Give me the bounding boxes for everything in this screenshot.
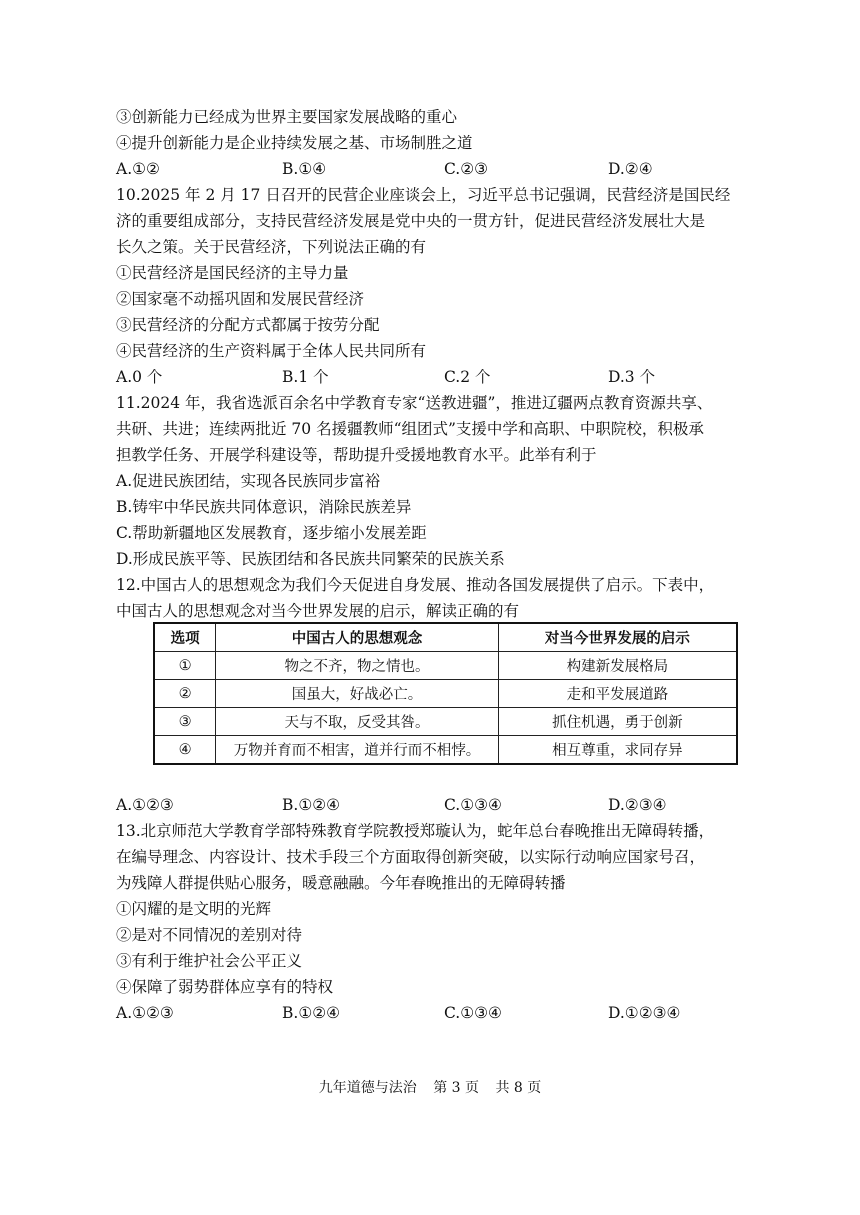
table-row <box>154 736 737 765</box>
row-number: ② <box>154 680 216 708</box>
q9-item-3: ③创新能力已经成为世界主要国家发展战略的重心 <box>116 108 458 126</box>
q13-stem-line-3: 为残障人群提供贴心服务，暖意融融。今年春晚推出的无障碍转播 <box>116 874 566 892</box>
q12-option-c: C.①③④ <box>444 796 502 814</box>
q10-item-2: ②国家毫不动摇巩固和发展民营经济 <box>116 290 365 308</box>
q13-stem-line-1: 13.北京师范大学教育学部特殊教育学院教授郑璇认为，蛇年总台春晚推出无障碍转播， <box>116 822 715 840</box>
q9-option-c: C.②③ <box>444 160 489 178</box>
q12-stem-line-2: 中国古人的思想观念对当今世界发展的启示，解读正确的有 <box>116 602 520 620</box>
q11-stem-line-3: 担教学任务、开展学科建设等，帮助提升受援地教育水平。此举有利于 <box>116 446 597 464</box>
q10-stem-line-3: 长久之策。关于民营经济，下列说法正确的有 <box>116 238 427 256</box>
footer-total-pages: 共 8 页 <box>495 1080 542 1096</box>
inspiration-cell: 走和平发展道路 <box>498 680 737 708</box>
q12-header-ancient-thought: 中国古人的思想观念 <box>216 623 499 652</box>
q13-item-2: ②是对不同情况的差别对待 <box>116 926 303 944</box>
table-row <box>154 652 737 680</box>
q13-item-3: ③有利于维护社会公平正义 <box>116 952 303 970</box>
q13-item-1: ①闪耀的是文明的光辉 <box>116 900 272 918</box>
q12-table <box>153 622 738 765</box>
q12-table-header-row <box>154 623 737 652</box>
q12-header-option: 选项 <box>154 623 216 652</box>
q10-item-1: ①民营经济是国民经济的主导力量 <box>116 264 349 282</box>
q12-option-a: A.①②③ <box>116 796 174 814</box>
q10-stem-line-2: 济的重要组成部分，支持民营经济发展是党中央的一贯方针，促进民营经济发展壮大是 <box>116 212 706 230</box>
table-row <box>154 680 737 708</box>
row-number: ④ <box>154 736 216 765</box>
q12-header-inspiration: 对当今世界发展的启示 <box>498 623 737 652</box>
q9-option-a: A.①② <box>116 160 160 178</box>
q11-stem-line-1: 11.2024 年，我省选派百余名中学教育专家“送教进疆”，推进辽疆两点教育资源共享、 <box>116 394 713 412</box>
q9-option-b: B.①④ <box>282 160 327 178</box>
q13-option-c: C.①③④ <box>444 1004 502 1022</box>
ancient-thought-cell: 国虽大，好战必亡。 <box>216 680 499 708</box>
table-row <box>154 708 737 736</box>
q10-item-3: ③民营经济的分配方式都属于按劳分配 <box>116 316 380 334</box>
q10-option-c: C.2 个 <box>444 368 491 386</box>
q11-choice-a: A.促进民族团结，实现各民族同步富裕 <box>116 472 381 490</box>
inspiration-cell: 相互尊重，求同存异 <box>498 736 737 765</box>
q10-stem-line-1: 10.2025 年 2 月 17 日召开的民营企业座谈会上，习近平总书记强调，民营经济是国民经 <box>116 186 731 204</box>
inspiration-cell: 抓住机遇，勇于创新 <box>498 708 737 736</box>
q12-stem-line-1: 12.中国古人的思想观念为我们今天促进自身发展、推动各国发展提供了启示。下表中， <box>116 576 715 594</box>
q13-stem-line-2: 在编导理念、内容设计、技术手段三个方面取得创新突破，以实际行动响应国家号召， <box>116 848 706 866</box>
q11-stem-line-2: 共研、共进；连续两批近 70 名援疆教师“组团式”支援中学和高职、中职院校，积极承 <box>116 420 704 438</box>
q12-option-b: B.①②④ <box>282 796 341 814</box>
row-number: ① <box>154 652 216 680</box>
q9-option-d: D.②④ <box>608 160 653 178</box>
footer-page-number: 第 3 页 <box>433 1080 479 1096</box>
inspiration-cell: 构建新发展格局 <box>498 652 737 680</box>
row-number: ③ <box>154 708 216 736</box>
q13-option-d: D.①②③④ <box>608 1004 681 1022</box>
q13-options <box>116 1000 816 1026</box>
q12-option-d: D.②③④ <box>608 796 667 814</box>
q10-option-b: B.1 个 <box>282 368 329 386</box>
q13-item-4: ④保障了弱势群体应享有的特权 <box>116 978 334 996</box>
q13-option-a: A.①②③ <box>116 1004 174 1022</box>
footer-subject: 九年道德与法治 <box>318 1080 417 1096</box>
ancient-thought-cell: 天与不取，反受其咎。 <box>216 708 499 736</box>
q10-option-d: D.3 个 <box>608 368 656 386</box>
q11-choice-b: B.铸牢中华民族共同体意识，消除民族差异 <box>116 498 412 516</box>
ancient-thought-cell: 物之不齐，物之情也。 <box>216 652 499 680</box>
q11-choice-d: D.形成民族平等、民族团结和各民族共同繁荣的民族关系 <box>116 550 505 568</box>
q12-options <box>116 792 816 818</box>
q13-option-b: B.①②④ <box>282 1004 341 1022</box>
ancient-thought-cell: 万物并育而不相害，道并行而不相悖。 <box>216 736 499 765</box>
q10-options <box>116 364 816 390</box>
q10-option-a: A.0 个 <box>116 368 163 386</box>
q9-options <box>116 156 816 182</box>
q9-item-4: ④提升创新能力是企业持续发展之基、市场制胜之道 <box>116 134 473 152</box>
q10-item-4: ④民营经济的生产资料属于全体人民共同所有 <box>116 342 427 360</box>
q11-choice-c: C.帮助新疆地区发展教育，逐步缩小发展差距 <box>116 524 427 542</box>
page-footer <box>0 1078 860 1098</box>
